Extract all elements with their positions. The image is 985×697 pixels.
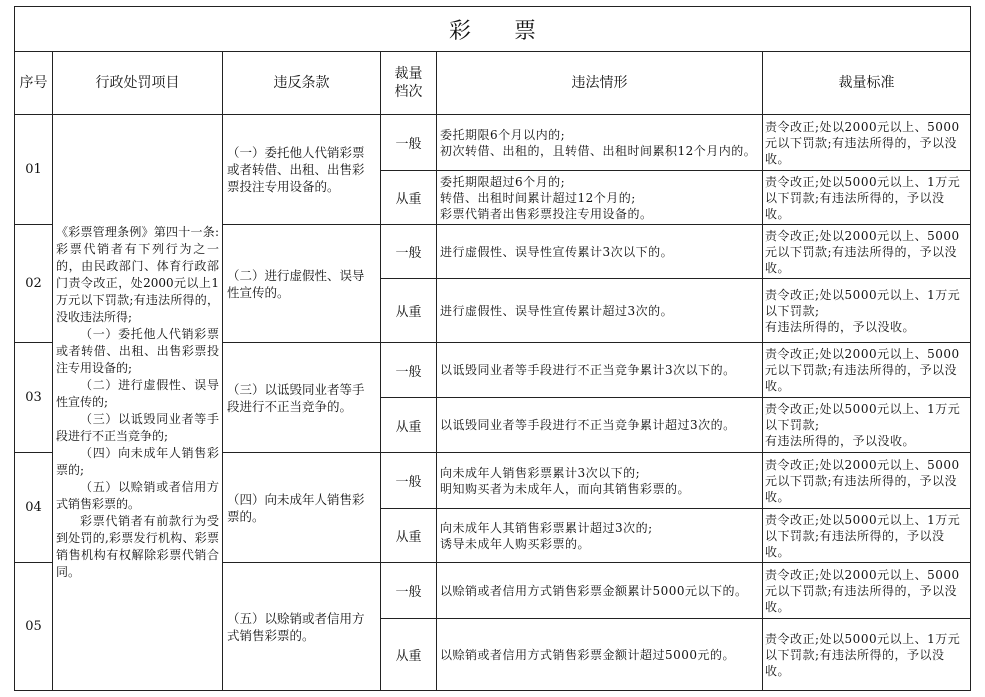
level-cell: 一般 (381, 343, 437, 398)
standard-cell: 责令改正;处以2000元以上、5000元以下罚款;有违法所得的，予以没收。 (763, 115, 971, 171)
row-number: 05 (15, 563, 53, 691)
clause-cell: （四）向未成年人销售彩票的。 (223, 453, 381, 563)
penalty-item-text: （五）以赊销或者信用方式销售彩票的。 (56, 480, 219, 511)
level-cell: 从重 (381, 171, 437, 225)
header-no: 序号 (15, 52, 53, 115)
table-title: 彩 票 (15, 7, 971, 52)
penalty-item-text: （三）以诋毁同业者等手段进行不正当竞争的; (56, 412, 219, 443)
header-level: 裁量 档次 (381, 52, 437, 115)
circumstance-cell: 委托期限6个月以内的; 初次转借、出租的，且转借、出租时间累积12个月内的。 (437, 115, 763, 171)
header-circumstance: 违法情形 (437, 52, 763, 115)
clause-cell: （三）以诋毁同业者等手段进行不正当竞争的。 (223, 343, 381, 453)
clause-cell: （二）进行虚假性、误导性宣传的。 (223, 225, 381, 343)
row-number: 01 (15, 115, 53, 225)
circumstance-cell: 进行虚假性、误导性宣传累计3次以下的。 (437, 225, 763, 279)
circumstance-cell: 以赊销或者信用方式销售彩票金额累计5000元以下的。 (437, 563, 763, 619)
row-number: 04 (15, 453, 53, 563)
row-number: 03 (15, 343, 53, 453)
level-cell: 从重 (381, 279, 437, 343)
standard-cell: 责令改正;处以5000元以上、1万元以下罚款; 有违法所得的，予以没收。 (763, 279, 971, 343)
header-standard: 裁量标准 (763, 52, 971, 115)
penalty-item-text: 彩票代销者有前款行为受到处罚的,彩票发行机构、彩票销售机构有权解除彩票代销合同。 (56, 514, 219, 579)
standard-cell: 责令改正;处以5000元以上、1万元以下罚款;有违法所得的，予以没收。 (763, 171, 971, 225)
circumstance-cell: 进行虚假性、误导性宣传累计超过3次的。 (437, 279, 763, 343)
standard-cell: 责令改正;处以5000元以上、1万元以下罚款;有违法所得的，予以没收。 (763, 619, 971, 691)
circumstance-cell: 以诋毁同业者等手段进行不正当竞争累计3次以下的。 (437, 343, 763, 398)
level-cell: 一般 (381, 453, 437, 509)
row-number: 02 (15, 225, 53, 343)
penalty-item-text: （四）向未成年人销售彩票的; (56, 446, 219, 477)
clause-cell: （五）以赊销或者信用方式销售彩票的。 (223, 563, 381, 691)
level-cell: 从重 (381, 398, 437, 453)
circumstance-cell: 向未成年人其销售彩票累计超过3次的; 诱导未成年人购买彩票的。 (437, 509, 763, 563)
header-penalty-item: 行政处罚项目 (53, 52, 223, 115)
level-cell: 一般 (381, 115, 437, 171)
standard-cell: 责令改正;处以2000元以上、5000元以下罚款;有违法所得的，予以没收。 (763, 563, 971, 619)
level-cell: 从重 (381, 619, 437, 691)
clause-cell: （一）委托他人代销彩票或者转借、出租、出售彩票投注专用设备的。 (223, 115, 381, 225)
standard-cell: 责令改正;处以5000元以上、1万元以下罚款; 有违法所得的，予以没收。 (763, 398, 971, 453)
circumstance-cell: 委托期限超过6个月的; 转借、出租时间累计超过12个月的; 彩票代销者出售彩票投注专用设备的。 (437, 171, 763, 225)
penalty-item-text: 《彩票管理条例》第四十一条:彩票代销者有下列行为之一的，由民政部门、体育行政部门责令改正，处2000元以上1万元以下罚款;有违法所得的，没收违法所得; (56, 225, 219, 324)
penalty-item-text: （一）委托他人代销彩票或者转借、出租、出售彩票投注专用设备的; (56, 327, 219, 375)
header-clause: 违反条款 (223, 52, 381, 115)
level-cell: 从重 (381, 509, 437, 563)
standard-cell: 责令改正;处以5000元以上、1万元以下罚款;有违法所得的，予以没收。 (763, 509, 971, 563)
penalty-item-cell (53, 115, 223, 691)
level-cell: 一般 (381, 563, 437, 619)
standard-cell: 责令改正;处以2000元以上、5000元以下罚款;有违法所得的，予以没收。 (763, 225, 971, 279)
penalty-table (14, 6, 971, 691)
circumstance-cell: 以诋毁同业者等手段进行不正当竞争累计超过3次的。 (437, 398, 763, 453)
level-cell: 一般 (381, 225, 437, 279)
circumstance-cell: 向未成年人销售彩票累计3次以下的; 明知购买者为未成年人，而向其销售彩票的。 (437, 453, 763, 509)
penalty-table-sheet (14, 6, 970, 690)
standard-cell: 责令改正;处以2000元以上、5000元以下罚款;有违法所得的，予以没收。 (763, 343, 971, 398)
circumstance-cell: 以赊销或者信用方式销售彩票金额计超过5000元的。 (437, 619, 763, 691)
standard-cell: 责令改正;处以2000元以上、5000元以下罚款;有违法所得的，予以没收。 (763, 453, 971, 509)
penalty-item-text: （二）进行虚假性、误导性宣传的; (56, 378, 219, 409)
